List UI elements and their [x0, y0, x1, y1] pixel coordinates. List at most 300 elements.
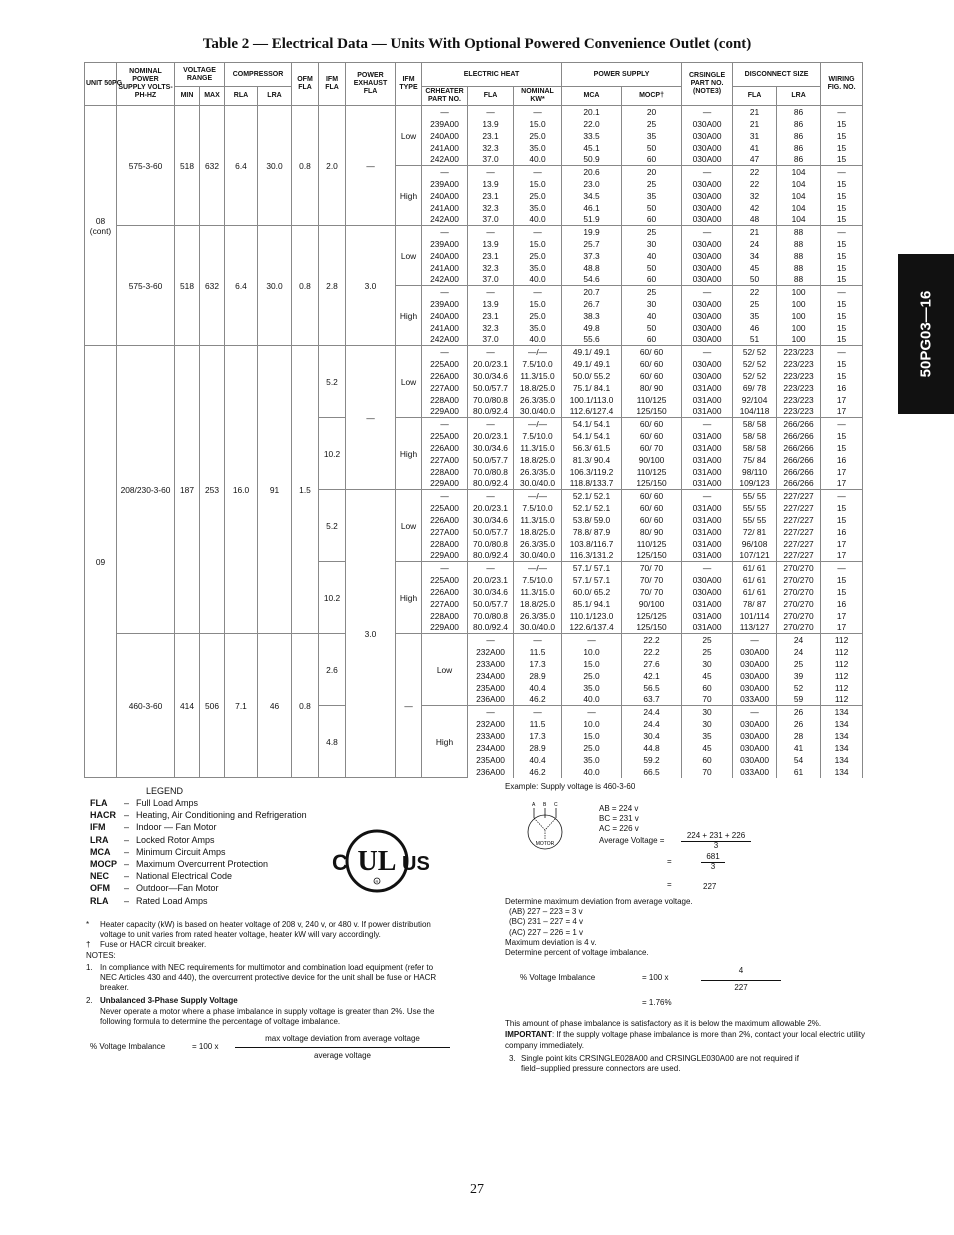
cell-nominal-kw: 11.3/15.0 — [514, 514, 562, 526]
cell-mocp: 125/150 — [622, 550, 682, 562]
compressor-rla: 16.0 — [225, 346, 258, 634]
legend-dash: – — [124, 810, 130, 821]
legend-item — [90, 895, 307, 907]
voltage-max: 253 — [200, 346, 225, 634]
deviation-ac: (AC) 227 – 226 = 1 v — [509, 927, 584, 937]
cell-nominal-kw: 26.3/35.0 — [514, 610, 562, 622]
cell-mocp: 70/ 70 — [622, 562, 682, 574]
cell-wiring: — — [821, 106, 863, 118]
cell-mca: 50.0/ 55.2 — [562, 370, 622, 382]
legend-abbr: MCA — [90, 846, 111, 857]
cell-wiring: — — [821, 562, 863, 574]
cell-crsingle: 031A00 — [682, 454, 733, 466]
col-rla: RLA — [225, 87, 258, 106]
note-3-mark: 3. — [509, 1054, 516, 1063]
cell-wiring: 15 — [821, 214, 863, 226]
cell-wiring: 15 — [821, 310, 863, 322]
avg-result: 227 — [703, 882, 717, 891]
cell-mocp: 60/ 60 — [622, 514, 682, 526]
important-label: IMPORTANT — [505, 1030, 552, 1039]
cell-mocp: 25 — [622, 226, 682, 238]
legend-text: Locked Rotor Amps — [136, 834, 215, 845]
cell-nominal-kw: 35.0 — [514, 142, 562, 154]
cell-nominal-kw: 7.5/10.0 — [514, 574, 562, 586]
cell-crheater: — — [468, 634, 514, 646]
power-exhaust-fla: — — [346, 346, 396, 490]
cell-crheater: 239A00 — [422, 118, 468, 130]
cell-crheater: 229A00 — [422, 406, 468, 418]
cell-heat-fla: — — [468, 226, 514, 238]
cell-nominal-kw: 30.0/40.0 — [514, 622, 562, 634]
cell-wiring: 15 — [821, 430, 863, 442]
cell-mocp: 60 — [682, 682, 733, 694]
cell-disc-fla: 61/ 61 — [733, 586, 777, 598]
voltage-ac: AC = 226 v — [599, 824, 639, 834]
ifm-fla: 10.2 — [319, 418, 346, 490]
legend-item — [90, 870, 307, 882]
cell-disc-lra: 86 — [777, 130, 821, 142]
cell-disc-fla: 26 — [777, 718, 821, 730]
ifm-fla: 2.8 — [319, 226, 346, 346]
voltage-max: 632 — [200, 226, 225, 346]
cell-crsingle: 030A00 — [733, 730, 777, 742]
cell-crsingle: 030A00 — [733, 646, 777, 658]
cell-disc-fla: 21 — [733, 106, 777, 118]
cell-mocp: 60/ 60 — [622, 490, 682, 502]
cell-disc-fla: 72/ 81 — [733, 526, 777, 538]
cell-mocp: 90/100 — [622, 454, 682, 466]
cell-disc-lra: 134 — [821, 742, 863, 754]
col-mca: MCA — [562, 87, 622, 106]
cell-crsingle: 030A00 — [682, 274, 733, 286]
cell-disc-lra: 134 — [821, 730, 863, 742]
cell-mca: 59.2 — [622, 754, 682, 766]
cell-nominal-kw: 11.3/15.0 — [514, 370, 562, 382]
cell-disc-lra: 270/270 — [777, 610, 821, 622]
cell-heat-fla: — — [514, 706, 562, 718]
cell-mca: 103.8/116.7 — [562, 538, 622, 550]
cell-mocp: 110/125 — [622, 466, 682, 478]
cell-heat-fla: 23.1 — [468, 310, 514, 322]
cell-disc-fla: 39 — [777, 670, 821, 682]
cell-heat-fla: 70.0/80.8 — [468, 394, 514, 406]
cell-crsingle: — — [733, 634, 777, 646]
cell-nominal-kw: 7.5/10.0 — [514, 358, 562, 370]
cell-wiring: 15 — [821, 370, 863, 382]
cell-heat-fla: 32.3 — [468, 202, 514, 214]
cell-mca: 116.3/131.2 — [562, 550, 622, 562]
cell-crheater: 232A00 — [468, 718, 514, 730]
ul-mark-letters: UL — [357, 846, 397, 877]
col-nominal: NOMINAL POWER SUPPLY VOLTS-PH-HZ — [117, 63, 175, 106]
cell-wiring: 15 — [821, 322, 863, 334]
col-crheater: CRHEATER PART NO. — [422, 87, 468, 106]
cell-crheater: 241A00 — [422, 322, 468, 334]
cell-heat-fla: 46.2 — [514, 694, 562, 706]
note-star-text: Heater capacity (kW) is based on heater voltage of 208 v, 240 v, or 480 v. If power distribution voltage to unit varies from rated heater voltage, heater kW will vary accordingly. — [100, 920, 431, 940]
cell-disc-lra: 104 — [777, 178, 821, 190]
cell-mca: 81.3/ 90.4 — [562, 454, 622, 466]
cell-crheater: 242A00 — [422, 274, 468, 286]
side-tab-label: 50PG03—16 — [917, 290, 935, 378]
cell-nominal-kw: 18.8/25.0 — [514, 382, 562, 394]
cell-nominal-kw: 7.5/10.0 — [514, 430, 562, 442]
cell-wiring: 15 — [821, 274, 863, 286]
table-row — [85, 106, 863, 118]
cell-mca: 50.9 — [562, 154, 622, 166]
col-disc-lra: LRA — [777, 87, 821, 106]
cell-disc-lra: 112 — [821, 658, 863, 670]
note-star-mark: * — [86, 920, 90, 929]
cell-disc-lra: 100 — [777, 310, 821, 322]
cell-nominal-kw: 25.0 — [562, 742, 622, 754]
cell-disc-lra: 100 — [777, 322, 821, 334]
cell-disc-lra: 104 — [777, 190, 821, 202]
cell-crsingle: 030A00 — [733, 658, 777, 670]
cell-mocp: 60/ 60 — [622, 358, 682, 370]
cell-mca: 49.8 — [562, 322, 622, 334]
cell-mocp: 60 — [682, 754, 733, 766]
cell-disc-fla: 96/108 — [733, 538, 777, 550]
cell-disc-fla: 24 — [733, 238, 777, 250]
cell-crsingle: 030A00 — [682, 214, 733, 226]
cell-mocp: 90/100 — [622, 598, 682, 610]
cell-mocp: 60/ 60 — [622, 502, 682, 514]
cell-crsingle: — — [682, 346, 733, 358]
cell-nominal-kw: — — [514, 286, 562, 298]
col-electric-heat: ELECTRIC HEAT — [422, 63, 562, 87]
col-power-supply: POWER SUPPLY — [562, 63, 682, 87]
cell-disc-fla: 48 — [733, 214, 777, 226]
cell-mocp: 30 — [682, 658, 733, 670]
cell-mca: 54.1/ 54.1 — [562, 430, 622, 442]
cell-disc-fla: 22 — [733, 166, 777, 178]
note-2 — [86, 996, 442, 1027]
cell-wiring: 15 — [821, 154, 863, 166]
cell-mca: 33.5 — [562, 130, 622, 142]
cell-heat-fla: — — [468, 346, 514, 358]
cell-mocp: 70/ 70 — [622, 586, 682, 598]
cell-crheater: 242A00 — [422, 214, 468, 226]
cell-mca: 54.6 — [562, 274, 622, 286]
col-crsingle: CRSINGLE PART NO. (NOTE3) — [682, 63, 733, 106]
cell-crheater: 236A00 — [468, 694, 514, 706]
cell-wiring: 15 — [821, 190, 863, 202]
compressor-lra: 91 — [258, 346, 292, 634]
cell-disc-fla: 58/ 58 — [733, 430, 777, 442]
legend-dash: – — [124, 822, 130, 833]
ul-listed-logo — [330, 828, 430, 894]
cell-crheater: 229A00 — [422, 622, 468, 634]
ofm-fla: 1.5 — [292, 346, 319, 634]
cell-mca: 20.6 — [562, 166, 622, 178]
cell-wiring: 15 — [821, 586, 863, 598]
cell-mca: 22.2 — [622, 646, 682, 658]
cell-mocp: 25 — [622, 118, 682, 130]
motor-terminal-b: B — [543, 802, 547, 808]
legend-abbr: RLA — [90, 895, 109, 906]
cell-mca: 46.1 — [562, 202, 622, 214]
cell-nominal-kw: 15.0 — [514, 118, 562, 130]
cell-nominal-kw: 30.0/40.0 — [514, 478, 562, 490]
cell-disc-fla: 35 — [733, 310, 777, 322]
cell-crheater: — — [422, 106, 468, 118]
cell-nominal-kw: — — [514, 106, 562, 118]
important-note — [505, 1029, 873, 1051]
ifm-type: High — [396, 418, 422, 490]
voltage-ab: AB = 224 v — [599, 804, 639, 813]
cell-disc-fla: 31 — [733, 130, 777, 142]
cell-disc-lra: 266/266 — [777, 430, 821, 442]
ifm-fla: 5.2 — [319, 490, 346, 562]
cell-disc-fla: 21 — [733, 118, 777, 130]
col-disconnect: DISCONNECT SIZE — [733, 63, 821, 87]
cell-mca: 52.1/ 52.1 — [562, 502, 622, 514]
voltage-min: 518 — [175, 226, 200, 346]
imbalance-denominator: 227 — [734, 983, 748, 992]
cell-heat-fla: 23.1 — [468, 130, 514, 142]
cell-mocp: 80/ 90 — [622, 382, 682, 394]
cell-crsingle: 030A00 — [682, 130, 733, 142]
cell-wiring: 15 — [821, 358, 863, 370]
cell-mocp: 110/125 — [622, 538, 682, 550]
cell-disc-fla: 55/ 55 — [733, 490, 777, 502]
col-ifm-type: IFM TYPE — [396, 63, 422, 106]
cell-mca: 20.7 — [562, 286, 622, 298]
cell-nominal-kw: 25.0 — [514, 130, 562, 142]
cell-mocp: 45 — [682, 742, 733, 754]
cell-disc-lra: 88 — [777, 226, 821, 238]
cell-mocp: 30 — [622, 298, 682, 310]
cell-mca: 24.4 — [622, 706, 682, 718]
cell-heat-fla: 32.3 — [468, 262, 514, 274]
cell-wiring: 17 — [821, 622, 863, 634]
cell-crheater: 242A00 — [422, 334, 468, 346]
table-row — [85, 226, 863, 238]
cell-nominal-kw: —/— — [514, 490, 562, 502]
legend-abbr: FLA — [90, 798, 108, 808]
cell-mocp: 40 — [622, 250, 682, 262]
cell-mocp: 25 — [622, 178, 682, 190]
note-2-title: Unbalanced 3-Phase Supply Voltage — [100, 996, 238, 1006]
legend-text: National Electrical Code — [136, 871, 233, 882]
cell-nominal-kw: 15.0 — [514, 298, 562, 310]
cell-wiring: 17 — [821, 394, 863, 406]
cell-crsingle: 030A00 — [682, 322, 733, 334]
cell-mca: 56.5 — [622, 682, 682, 694]
cell-crheater: 226A00 — [422, 370, 468, 382]
cell-heat-fla: 37.0 — [468, 154, 514, 166]
legend-dash: – — [124, 895, 130, 906]
note-dagger-text: Fuse or HACR circuit breaker. — [100, 940, 207, 950]
deviation-intro: Determine maximum deviation from average voltage. — [505, 897, 693, 906]
cell-heat-fla: — — [514, 634, 562, 646]
cell-mocp: 25 — [682, 646, 733, 658]
cell-disc-fla: 42 — [733, 202, 777, 214]
cell-mca: 112.6/127.4 — [562, 406, 622, 418]
cell-crsingle: 030A00 — [682, 178, 733, 190]
cell-mca: 110.1/123.0 — [562, 610, 622, 622]
cell-disc-lra: 270/270 — [777, 586, 821, 598]
cell-disc-lra: 88 — [777, 250, 821, 262]
cell-disc-fla: 22 — [733, 178, 777, 190]
legend-dash: – — [124, 883, 130, 894]
cell-mca: 100.1/113.0 — [562, 394, 622, 406]
legend-dash: – — [124, 798, 130, 808]
cell-crheater: 240A00 — [422, 130, 468, 142]
cell-disc-fla: 52/ 52 — [733, 358, 777, 370]
voltage-min: 187 — [175, 346, 200, 634]
compressor-rla: 7.1 — [225, 634, 258, 778]
cell-wiring: 15 — [821, 502, 863, 514]
cell-crsingle: 030A00 — [682, 370, 733, 382]
cell-wiring: — — [821, 346, 863, 358]
cell-crheater: 226A00 — [422, 586, 468, 598]
cell-mca: 53.8/ 59.0 — [562, 514, 622, 526]
cell-crsingle: 030A00 — [733, 754, 777, 766]
cell-disc-fla: 61 — [777, 766, 821, 778]
cell-wiring: 15 — [821, 202, 863, 214]
legend-text: Indoor — Fan Motor — [136, 822, 217, 833]
cell-disc-lra: 86 — [777, 118, 821, 130]
cell-mca: 34.5 — [562, 190, 622, 202]
cell-disc-lra: 227/227 — [777, 502, 821, 514]
cell-crsingle: 030A00 — [733, 682, 777, 694]
conclusion — [505, 1018, 873, 1051]
cell-mca: 106.3/119.2 — [562, 466, 622, 478]
cell-nominal-kw: — — [562, 634, 622, 646]
legend-item — [90, 882, 307, 894]
avg-frac-num: 681 — [706, 852, 720, 861]
imbalance-eq: = 100 x — [642, 973, 669, 982]
cell-heat-fla: 13.9 — [468, 118, 514, 130]
cell-heat-fla: 30.0/34.6 — [468, 514, 514, 526]
legend-text: Rated Load Amps — [136, 895, 208, 906]
ofm-fla: 0.8 — [292, 634, 319, 778]
cell-disc-fla: 54 — [777, 754, 821, 766]
cell-mocp: 60/ 60 — [622, 370, 682, 382]
cell-crheater: 239A00 — [422, 178, 468, 190]
cell-heat-fla: 50.0/57.7 — [468, 454, 514, 466]
deviation-ab: (AB) 227 – 223 = 3 v — [509, 907, 583, 917]
cell-crheater: — — [422, 166, 468, 178]
power-exhaust-fla: — — [346, 106, 396, 226]
cell-crsingle: 031A00 — [682, 526, 733, 538]
cell-crsingle: 030A00 — [682, 358, 733, 370]
cell-heat-fla: 50.0/57.7 — [468, 382, 514, 394]
side-tab — [898, 254, 954, 414]
cell-crsingle: 030A00 — [682, 574, 733, 586]
legend-abbr: MOCP — [90, 859, 117, 870]
cell-disc-fla: 52/ 52 — [733, 346, 777, 358]
cell-mocp: 20 — [622, 166, 682, 178]
legend-item — [90, 797, 307, 809]
cell-heat-fla: — — [468, 490, 514, 502]
cell-crsingle: 033A00 — [733, 694, 777, 706]
cell-mca: 45.1 — [562, 142, 622, 154]
cell-crsingle: 031A00 — [682, 466, 733, 478]
cell-wiring: — — [821, 166, 863, 178]
pct-intro: Determine percent of voltage imbalance. — [505, 948, 649, 958]
cell-crsingle: — — [682, 418, 733, 430]
table-row — [85, 346, 863, 358]
cell-crsingle: 031A00 — [682, 382, 733, 394]
cell-mocp: 125/125 — [622, 610, 682, 622]
ul-c-letter: C — [332, 850, 348, 875]
cell-heat-fla: 70.0/80.8 — [468, 466, 514, 478]
cell-mocp: 70 — [682, 766, 733, 778]
cell-disc-lra: 223/223 — [777, 382, 821, 394]
cell-nominal-kw: 15.0 — [562, 730, 622, 742]
ifm-type: Low — [396, 490, 422, 562]
cell-mca: 22.2 — [622, 634, 682, 646]
cell-mca: 24.4 — [622, 718, 682, 730]
cell-crsingle: 030A00 — [682, 154, 733, 166]
imbalance-result: = 1.76% — [642, 998, 672, 1007]
cell-crsingle: — — [682, 226, 733, 238]
ul-us-letters: US — [402, 853, 430, 875]
cell-disc-fla: 98/110 — [733, 466, 777, 478]
cell-heat-fla: — — [468, 166, 514, 178]
cell-mca: 27.6 — [622, 658, 682, 670]
cell-disc-lra: 270/270 — [777, 562, 821, 574]
cell-wiring: 15 — [821, 238, 863, 250]
cell-nominal-kw: 35.0 — [562, 682, 622, 694]
cell-disc-lra: 134 — [821, 754, 863, 766]
cell-disc-fla: 69/ 78 — [733, 382, 777, 394]
cell-heat-fla: 11.5 — [514, 718, 562, 730]
cell-disc-lra: 270/270 — [777, 622, 821, 634]
cell-nominal-kw: 40.0 — [514, 214, 562, 226]
cell-nominal-kw: 10.0 — [562, 718, 622, 730]
cell-heat-fla: — — [468, 562, 514, 574]
cell-disc-lra: 266/266 — [777, 454, 821, 466]
cell-disc-fla: 26 — [777, 706, 821, 718]
cell-mca: 57.1/ 57.1 — [562, 574, 622, 586]
cell-nominal-kw: 26.3/35.0 — [514, 538, 562, 550]
cell-wiring: 15 — [821, 118, 863, 130]
cell-mocp: 60/ 60 — [622, 430, 682, 442]
cell-disc-lra: 86 — [777, 106, 821, 118]
cell-nominal-kw: 25.0 — [562, 670, 622, 682]
cell-mocp: 60/ 70 — [622, 442, 682, 454]
cell-mca: 55.6 — [562, 334, 622, 346]
cell-crheater: — — [422, 286, 468, 298]
measured-voltages — [599, 804, 639, 835]
voltage-min: 518 — [175, 106, 200, 226]
cell-heat-fla: 80.0/92.4 — [468, 406, 514, 418]
cell-crheater: 240A00 — [422, 250, 468, 262]
legend-abbr: OFM — [90, 883, 110, 894]
cell-disc-fla: 61/ 61 — [733, 574, 777, 586]
legend-dash: – — [124, 846, 130, 857]
cell-crsingle: 031A00 — [682, 610, 733, 622]
cell-disc-fla: 25 — [733, 298, 777, 310]
cell-crheater: 241A00 — [422, 142, 468, 154]
cell-mca: 20.1 — [562, 106, 622, 118]
unit-number: 09 — [85, 346, 117, 778]
cell-mocp: 35 — [622, 190, 682, 202]
cell-mca: 60.0/ 65.2 — [562, 586, 622, 598]
cell-nominal-kw: 25.0 — [514, 190, 562, 202]
cell-disc-lra: 227/227 — [777, 538, 821, 550]
power-exhaust-fla: 3.0 — [346, 226, 396, 346]
ifm-fla: 5.2 — [319, 346, 346, 418]
cell-disc-lra: 227/227 — [777, 514, 821, 526]
cell-crheater: 225A00 — [422, 430, 468, 442]
cell-mca: 37.3 — [562, 250, 622, 262]
cell-crsingle: 031A00 — [682, 550, 733, 562]
